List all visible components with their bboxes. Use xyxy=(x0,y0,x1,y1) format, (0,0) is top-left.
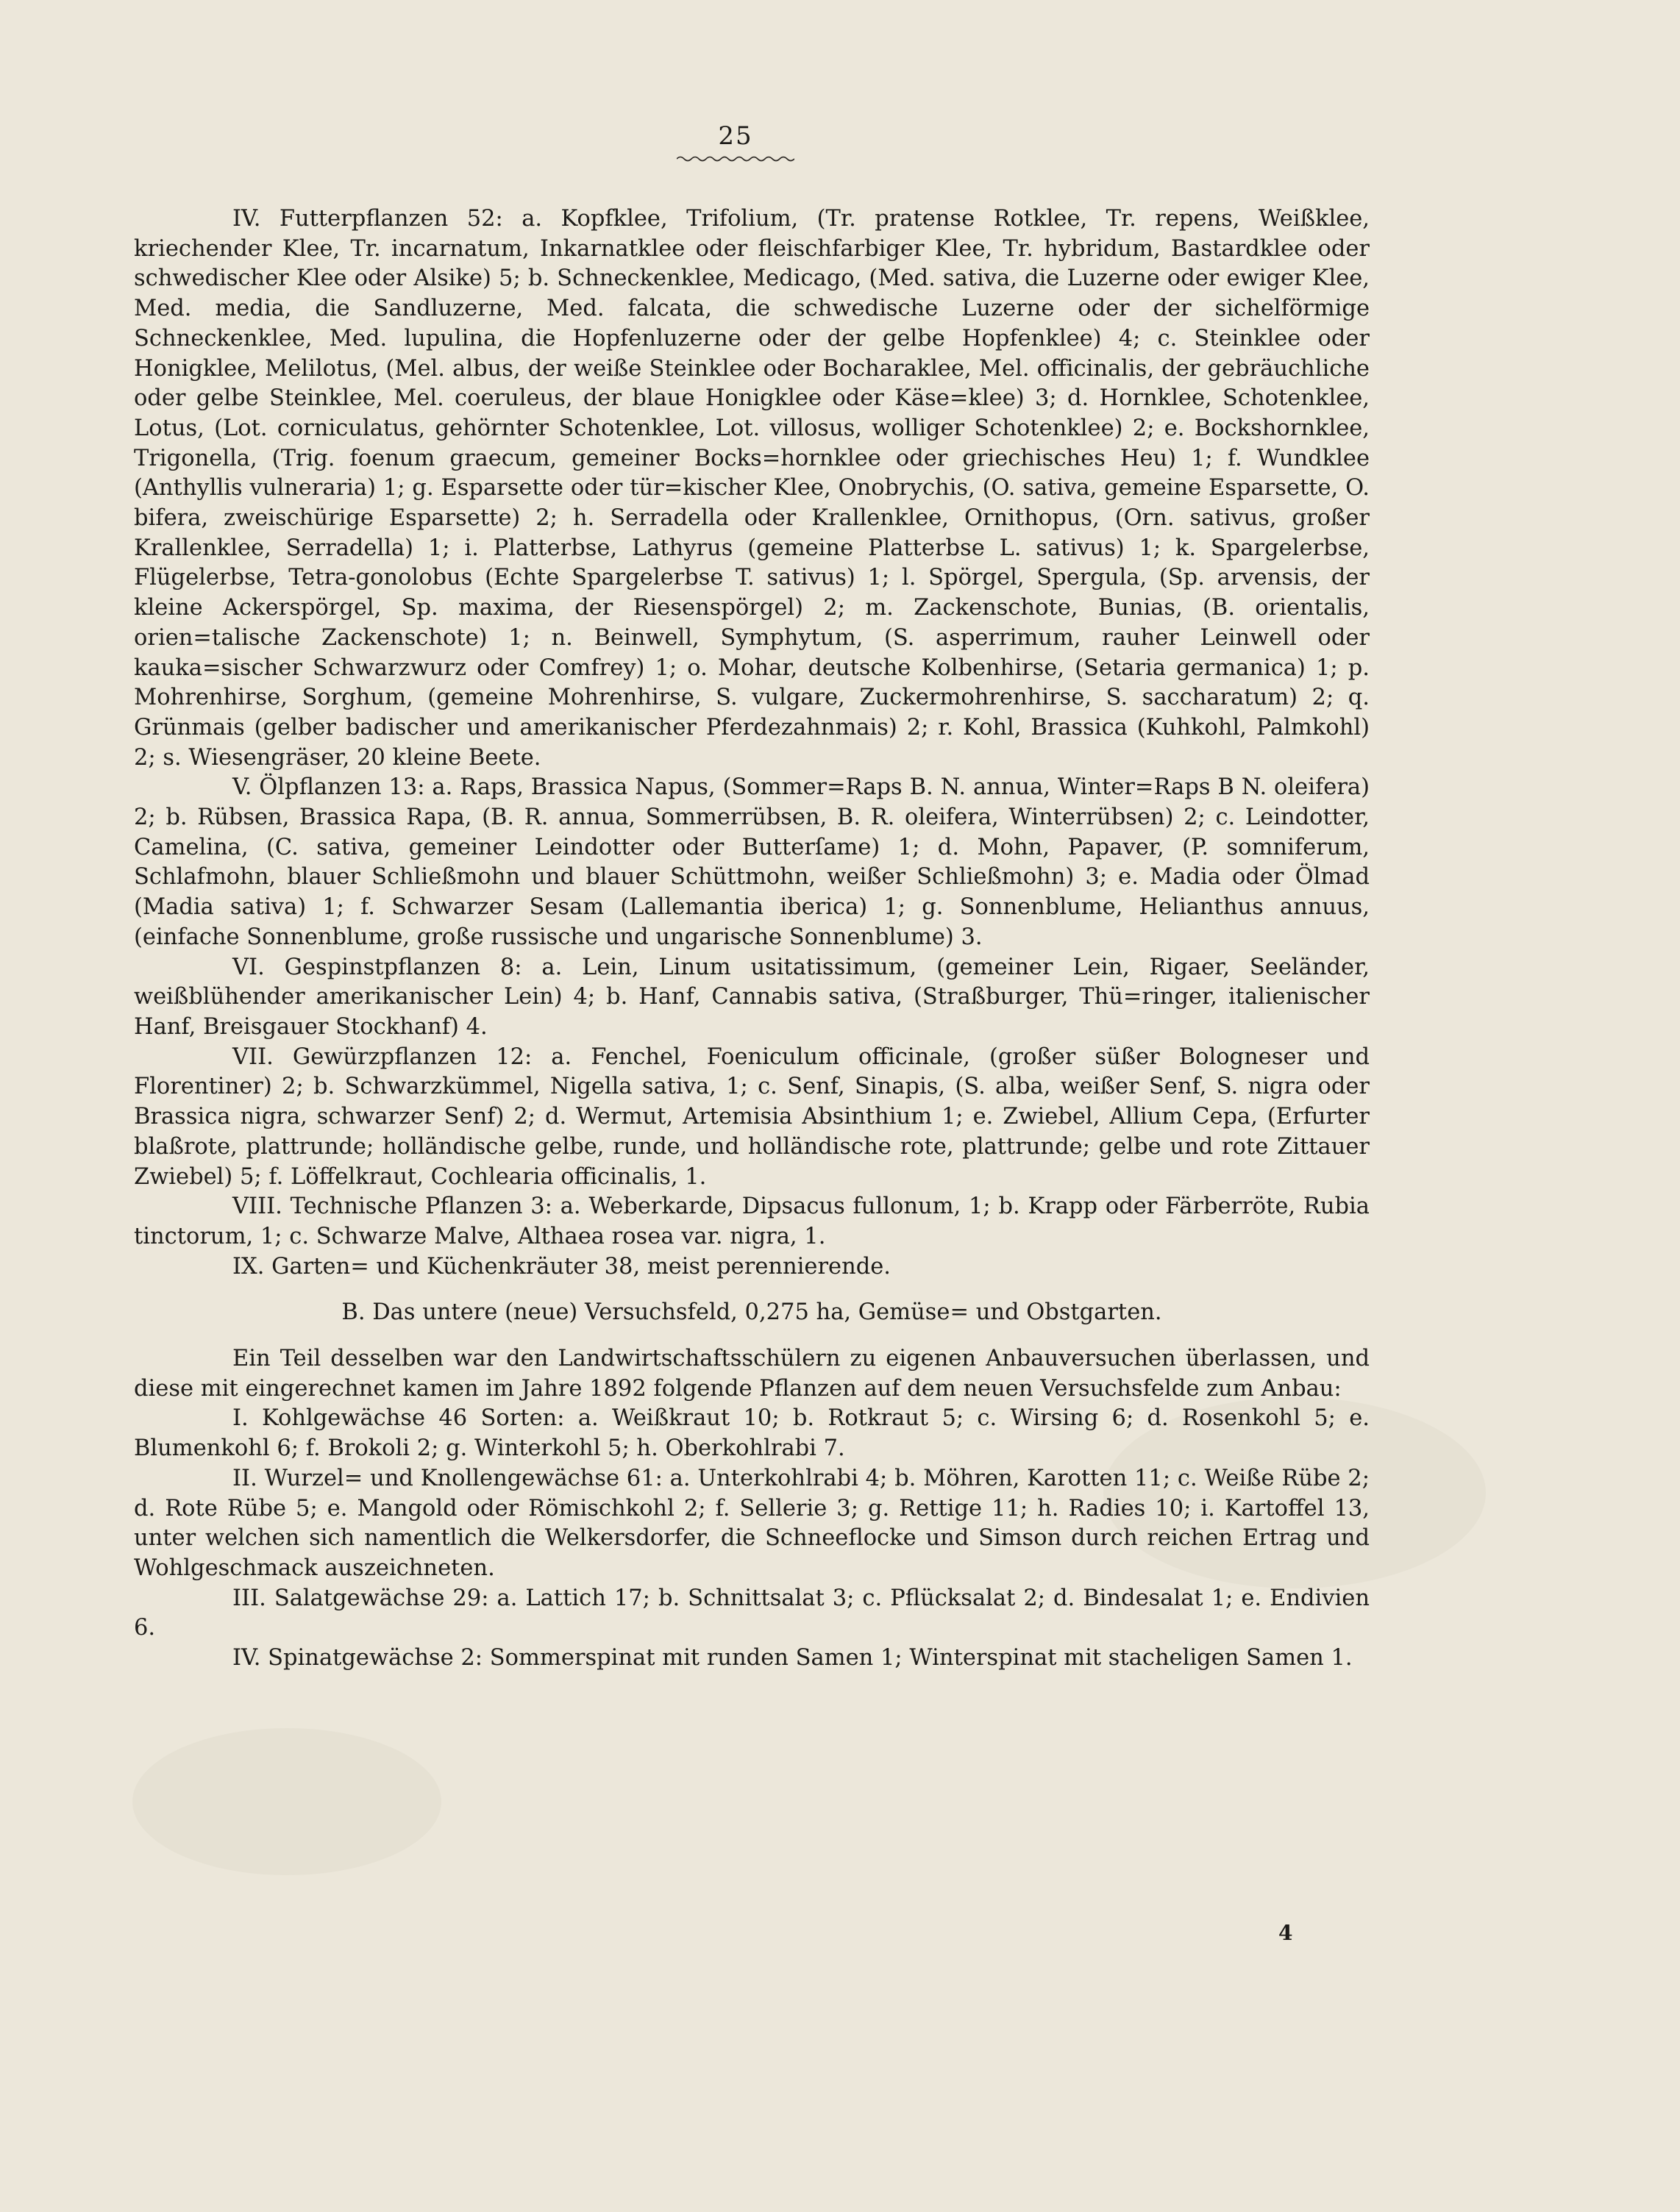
paragraph-gewuerzpflanzen: VII. Gewürzpflanzen 12: a. Fenchel, Foeniculum officinale, (großer süßer Bologneser und Florentiner) 2; b. Schwarzkümmel, Nigella sativa, 1; c. Senf, Sinapis, (S. alba, weißer Senf, S. nigra oder Brassica nigra, schwarzer Senf) 2; d. Wermut, Artemisia Absinthium 1; e. Zwiebel, Allium Cepa, (Erfurter blaßrote, plattrunde; holländische gelbe, runde, und holländische rote, plattrunde; gelbe und rote Zittauer Zwiebel) 5; f. Löffelkraut, Cochlearia officinalis, 1. xyxy=(134,1043,1370,1190)
paragraph-wurzelgewaechse: II. Wurzel= und Knollengewächse 61: a. Unterkohlrabi 4; b. Möhren, Karotten 11; c. Weiße Rübe 2; d. Rote Rübe 5; e. Mangold oder Römischkohl 2; f. Sellerie 3; g. Rettige 11; h. Radies 10; i. Kartoffel 13, unter welchen sich namentlich die Welkersdorfer, die Schneeflocke und Simson durch reichen Ertrag und Wohlgeschmack auszeichneten. xyxy=(134,1465,1370,1581)
body-text xyxy=(134,204,1370,1674)
paragraph-kuechenkraeuter: IX. Garten= und Küchenkräuter 38, meist perennierende. xyxy=(232,1253,891,1280)
paragraph-intro-anbau: Ein Teil desselben war den Landwirtschaftsschülern zu eigenen Anbauversuchen überlassen, und diese mit eingerechnet kamen im Jahre 1892 folgende Pflanzen auf dem neuen Versuchsfelde zum Anbau: xyxy=(134,1346,1370,1402)
wavy-rule-ornament xyxy=(677,155,794,163)
page-number: 25 xyxy=(718,121,753,151)
page-header xyxy=(677,121,794,163)
paragraph-salatgewaechse: III. Salatgewächse 29: a. Lattich 17; b. Schnittsalat 3; c. Pflücksalat 2; d. Bindesalat 1; e. Endivien 6. xyxy=(134,1585,1370,1641)
paragraph-futterpflanzen: IV. Futterpflanzen 52: a. Kopfklee, Trifolium, (Tr. pratense Rotklee, Tr. repens, Weißklee, kriechender Klee, Tr. incarnatum, Inkarnatklee oder fleischfarbiger Klee, Tr. hybridum, Bastardklee oder schwedischer Klee oder Alsike) 5; b. Schneckenklee, Medicago, (Med. sativa, die Luzerne oder ewiger Klee, Med. media, die Sandluzerne, Med. falcata, die schwedische Luzerne oder der sichelförmige Schneckenklee, Med. lupulina, die Hopfenluzerne oder der gelbe Hopfenklee) 4; c. Steinklee oder Honigklee, Melilotus, (Mel. albus, der weiße Steinklee oder Bocharaklee, Mel. officinalis, der gebräuchliche oder gelbe Steinklee, Mel. coeruleus, der blaue Honigklee oder Käse=klee) 3; d. Hornklee, Schotenklee, Lotus, (Lot. corniculatus, gehörnter Schotenklee, Lot. villosus, wolliger Schotenklee) 2; e. Bockshornklee, Trigonella, (Trig. foenum graecum, gemeiner Bocks=hornklee oder griechisches Heu) 1; f. Wundklee (Anthyllis vulneraria) 1; g. Esparsette oder tür=kischer Klee, Onobrychis, (O. sativa, gemeine Esparsette, O. bifera, zweischürige Esparsette) 2; h. Serradella oder Krallenklee, Ornithopus, (Orn. sativus, großer Krallenklee, Serradella) 1; i. Platterbse, Lathyrus (gemeine Platterbse L. sativus) 1; k. Spargelerbse, Flügelerbse, Tetra-gonolobus (Echte Spargelerbse T. sativus) 1; l. Spörgel, Spergula, (Sp. arvensis, der kleine Ackerspörgel, Sp. maxima, der Riesenspörgel) 2; m. Zackenschote, Bunias, (B. orientalis, orien=talische Zackenschote) 1; n. Beinwell, Symphytum, (S. asperrimum, rauher Leinwell oder kauka=sischer Schwarzwurz oder Comfrey) 1; o. Mohar, deutsche Kolbenhirse, (Setaria germanica) 1; p. Mohrenhirse, Sorghum, (gemeine Mohrenhirse, S. vulgare, Zuckermohrenhirse, S. saccharatum) 2; q. Grünmais (gelber badischer und amerikanischer Pferdezahnmais) 2; r. Kohl, Brassica (Kuhkohl, Palmkohl) 2; s. Wiesengräser, 20 kleine Beete. xyxy=(134,206,1370,771)
section-heading-versuchsfeld: B. Das untere (neue) Versuchsfeld, 0,275 ha, Gemüse= und Obstgarten. xyxy=(341,1299,1162,1326)
scan-stain xyxy=(132,1728,441,1875)
paragraph-spinatgewaechse: IV. Spinatgewächse 2: Sommerspinat mit runden Samen 1; Winterspinat mit stacheligen Samen 1. xyxy=(232,1645,1353,1672)
signature-mark: 4 xyxy=(1278,1921,1293,1945)
paragraph-gespinstpflanzen: VI. Gespinstpflanzen 8: a. Lein, Linum usitatissimum, (gemeiner Lein, Rigaer, Seeländer, weißblühender amerikanischer Lein) 4; b. Hanf, Cannabis sativa, (Straßburger, Thü=ringer, italienischer Hanf, Breisgauer Stockhanf) 4. xyxy=(134,954,1370,1040)
paragraph-oelpflanzen: V. Ölpflanzen 13: a. Raps, Brassica Napus, (Sommer=Raps B. N. annua, Winter=Raps B N. oleifera) 2; b. Rübsen, Brassica Rapa, (B. R. annua, Sommerrübsen, B. R. oleifera, Winterrübsen) 2; c. Leindotter, Camelina, (C. sativa, gemeiner Leindotter oder Butterſame) 1; d. Mohn, Papaver, (P. somniferum, Schlafmohn, blauer Schließmohn und blauer Schüttmohn, weißer Schließmohn) 3; e. Madia oder Ölmad (Madia sativa) 1; f. Schwarzer Sesam (Lallemantia iberica) 1; g. Sonnenblume, Helianthus annuus, (einfache Sonnenblume, große russische und ungarische Sonnenblume) 3. xyxy=(134,774,1370,950)
paragraph-technische-pflanzen: VIII. Technische Pflanzen 3: a. Weberkarde, Dipsacus fullonum, 1; b. Krapp oder Färberröte, Rubia tinctorum, 1; c. Schwarze Malve, Althaea rosea var. nigra, 1. xyxy=(134,1194,1370,1249)
paragraph-kohlgewaechse: I. Kohlgewächse 46 Sorten: a. Weißkraut 10; b. Rotkraut 5; c. Wirsing 6; d. Rosenkohl 5; e. Blumenkohl 6; f. Brokoli 2; g. Winterkohl 5; h. Oberkohlrabi 7. xyxy=(134,1405,1370,1462)
